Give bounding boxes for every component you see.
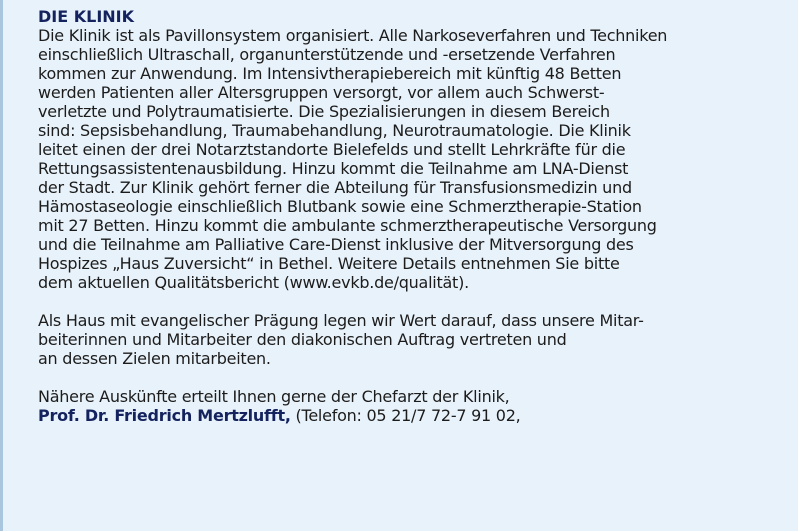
text-line: werden Patienten aller Altersgruppen versorgt, vor allem auch Schwerst- bbox=[38, 83, 605, 102]
section-heading: DIE KLINIK bbox=[38, 7, 135, 26]
contact-name: Prof. Dr. Friedrich Mertzlufft, bbox=[38, 406, 291, 425]
text-line: verletzte und Polytraumatisierte. Die Spezialisierungen in diesem Bereich bbox=[38, 102, 610, 121]
text-line: dem aktuellen Qualitätsbericht (www.evkb.de/qualität). bbox=[38, 273, 469, 292]
text-line: Die Klinik ist als Pavillonsystem organisiert. Alle Narkoseverfahren und Techniken bbox=[38, 26, 668, 45]
paragraph-contact bbox=[38, 387, 783, 425]
text-line: leitet einen der drei Notarztstandorte Bielefelds und stellt Lehrkräfte für die bbox=[38, 140, 626, 159]
text-line: Hospizes „Haus Zuversicht“ in Bethel. Weitere Details entnehmen Sie bitte bbox=[38, 254, 620, 273]
contact-phone: (Telefon: 05 21/7 72-7 91 02, bbox=[290, 406, 521, 425]
text-line: mit 27 Betten. Hinzu kommt die ambulante schmerztherapeutische Versorgung bbox=[38, 216, 657, 235]
clinic-description bbox=[38, 7, 783, 444]
text-line: Rettungsassistentenausbildung. Hinzu kommt die Teilnahme am LNA-Dienst bbox=[38, 159, 629, 178]
text-line: der Stadt. Zur Klinik gehört ferner die Abteilung für Transfusionsmedizin und bbox=[38, 178, 632, 197]
paragraph-values bbox=[38, 311, 783, 368]
text-line: kommen zur Anwendung. Im Intensivtherapiebereich mit künftig 48 Betten bbox=[38, 64, 622, 83]
contact-line bbox=[38, 406, 783, 425]
text-line: einschließlich Ultraschall, organunterstützende und -ersetzende Verfahren bbox=[38, 45, 616, 64]
text-line: Als Haus mit evangelischer Prägung legen wir Wert darauf, dass unsere Mitar- bbox=[38, 311, 644, 330]
paragraph-clinic-overview bbox=[38, 26, 783, 292]
text-line: und die Teilnahme am Palliative Care-Dienst inklusive der Mitversorgung des bbox=[38, 235, 634, 254]
text-line: Nähere Auskünfte erteilt Ihnen gerne der Chefarzt der Klinik, bbox=[38, 387, 510, 406]
text-line: sind: Sepsisbehandlung, Traumabehandlung, Neurotraumatologie. Die Klinik bbox=[38, 121, 631, 140]
text-line: beiterinnen und Mitarbeiter den diakonischen Auftrag vertreten und bbox=[38, 330, 567, 349]
text-line: Hämostaseologie einschließlich Blutbank sowie eine Schmerztherapie-Station bbox=[38, 197, 642, 216]
text-line: an dessen Zielen mitarbeiten. bbox=[38, 349, 271, 368]
